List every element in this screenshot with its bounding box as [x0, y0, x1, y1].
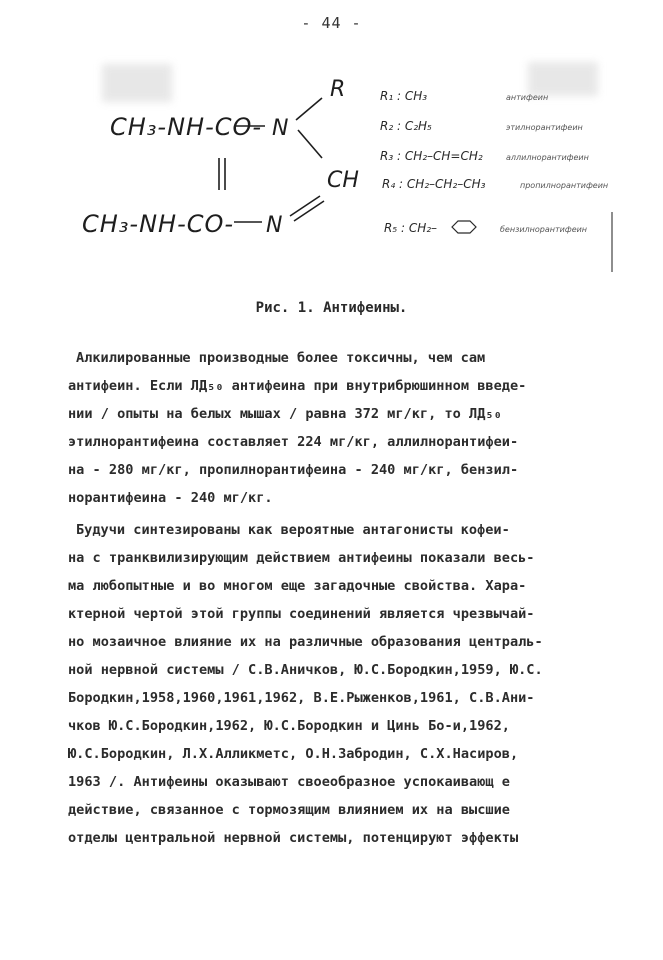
text-line: нии / опыты на белых мышах / равна 372 мг/кг, то ЛД₅₀: [68, 406, 502, 422]
text-line: действие, связанное с тормозящим влиянием их на высшие: [68, 802, 510, 818]
legend-r2-formula: R₂ : C₂H₅: [380, 119, 432, 133]
text-line: 1963 /. Антифеины оказывают своеобразное успокаивающ е: [68, 774, 510, 790]
atom-ch: CH: [327, 168, 359, 193]
benzene-ring-icon: [452, 221, 476, 233]
page-number: - 44 -: [301, 14, 362, 32]
text-line: на с транквилизирующим действием антифеины показали весь-: [68, 550, 535, 566]
top-chain-label: CH₃-NH-CO-: [110, 113, 263, 141]
legend-r3-formula: R₃ : CH₂–CH=CH₂: [380, 149, 483, 163]
text-line: норантифеина - 240 мг/кг.: [68, 490, 273, 506]
legend-r4-formula: R₄ : CH₂–CH₂–CH₃: [382, 177, 486, 191]
text-line: но мозаичное влияние их на различные образования централь-: [68, 634, 543, 650]
bond-n-r: [296, 98, 322, 120]
text-line: отделы центральной нервной системы, потенцируют эффекты: [68, 830, 519, 846]
text-line: ной нервной системы / С.В.Аничков, Ю.С.Бородкин,1959, Ю.С.: [68, 662, 543, 678]
text-line: ктерной чертой этой группы соединений является чрезвычай-: [68, 606, 535, 622]
body-text: [68, 344, 616, 852]
text-line: этилнорантифеина составляет 224 мг/кг, аллилнорантифеи-: [68, 434, 519, 450]
legend-r5-name: бензилнорантифеин: [500, 225, 588, 234]
atom-n-top: N: [272, 116, 289, 141]
text-line: Алкилированные производные более токсичны, чем сам: [76, 350, 486, 366]
atom-n-bottom: N: [266, 213, 283, 238]
text-line: Будучи синтезированы как вероятные антагонисты кофеи-: [76, 522, 510, 538]
text-line: ма любопытные и во многом еще загадочные свойства. Хара-: [68, 578, 527, 594]
legend-r4-name: пропилнорантифеин: [520, 181, 609, 190]
legend-r1-name: антифеин: [506, 93, 549, 102]
text-line: Бородкин,1958,1960,1961,1962, В.Е.Рыженков,1961, С.В.Ани-: [68, 690, 535, 706]
substituent-r: R: [330, 77, 346, 102]
legend-r1-formula: R₁ : CH₃: [380, 89, 428, 103]
text-line: Ю.С.Бородкин, Л.Х.Алликметс, О.Н.Забродин, С.Х.Насиров,: [68, 746, 519, 762]
bond-n-ch: [298, 130, 322, 158]
legend-r5-formula: R₅ : CH₂–: [384, 221, 438, 235]
figure-caption: Рис. 1. Антифеины.: [255, 300, 408, 316]
text-line: чков Ю.С.Бородкин,1962, Ю.С.Бородкин и Цинь Бо-и,1962,: [68, 718, 510, 734]
antifein-structure-figure: [0, 0, 663, 290]
text-line: антифеин. Если ЛД₅₀ антифеина при внутрибрюшинном введе-: [68, 378, 527, 394]
paragraph-properties: [68, 516, 616, 852]
legend-r2-name: этилнорантифеин: [506, 123, 583, 132]
legend-r3-name: аллилнорантифеин: [506, 153, 589, 162]
paragraph-toxicity: [68, 344, 616, 512]
bottom-chain-label: CH₃-NH-CO-: [82, 210, 235, 238]
text-line: на - 280 мг/кг, пропилнорантифеина - 240 мг/кг, бензил-: [68, 462, 519, 478]
